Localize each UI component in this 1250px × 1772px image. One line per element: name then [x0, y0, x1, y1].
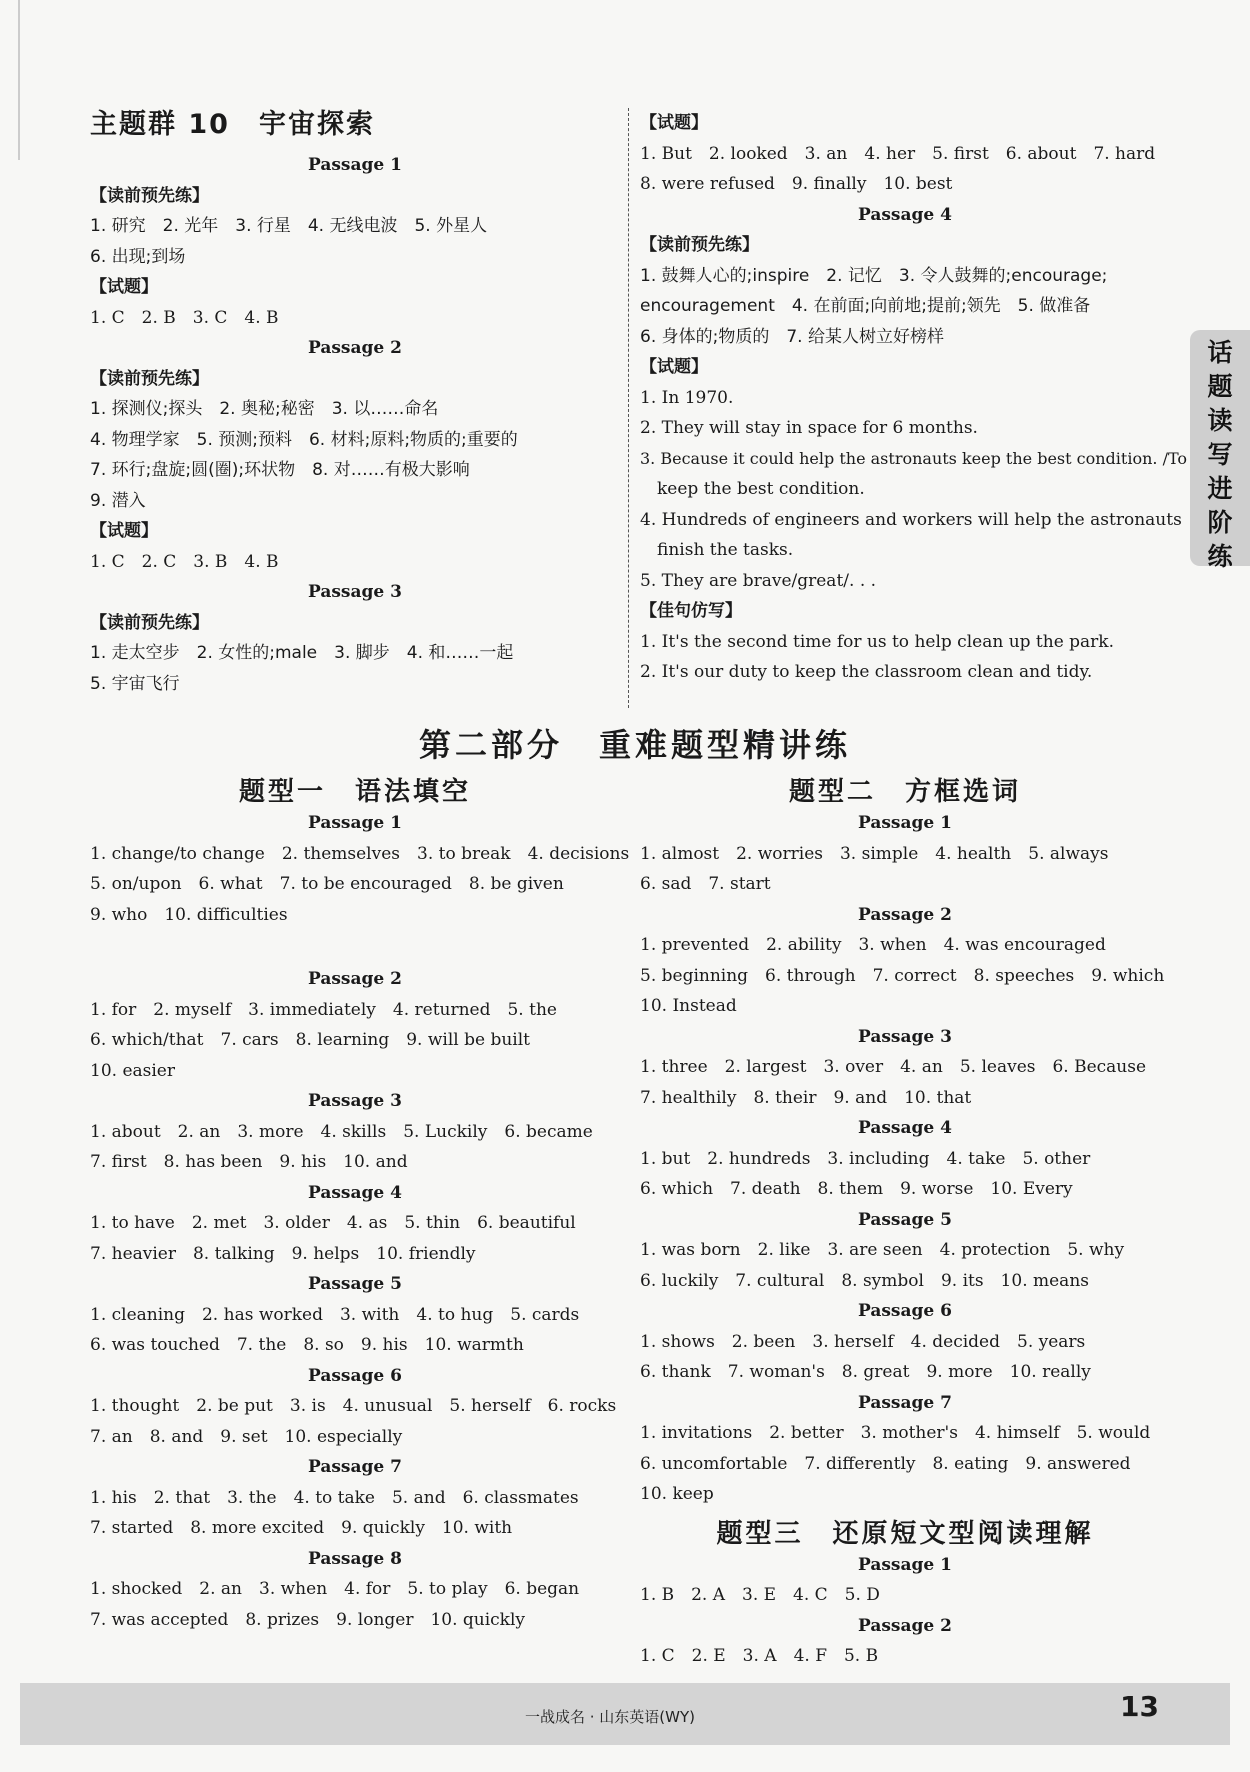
passage-title: Passage 2 [308, 338, 402, 358]
passage-title: Passage 5 [858, 1209, 952, 1230]
answer-line: 7. first 8. has been 9. his 10. and [90, 1152, 408, 1172]
passage-title: Passage 1 [308, 155, 402, 175]
section-label: 【试题】 [90, 521, 158, 541]
answer-line: 4. Hundreds of engineers and workers will help the astronauts [640, 509, 1182, 530]
answer-line: 4. 物理学家 5. 预测;预料 6. 材料;原料;物质的;重要的 [90, 429, 518, 450]
answer-line: 6. which/that 7. cars 8. learning 9. will be built [90, 1030, 531, 1050]
passage-title: Passage 1 [858, 1554, 952, 1575]
answer-line: 1. about 2. an 3. more 4. skills 5. Luckily 6. became [90, 1121, 593, 1142]
passage-title: Passage 2 [858, 1615, 952, 1636]
answer-line: 2. It's our duty to keep the classroom clean and tidy. [640, 662, 1093, 682]
answer-line: 1. for 2. myself 3. immediately 4. returned 5. the [90, 999, 557, 1020]
passage-title: Passage 3 [308, 1091, 402, 1111]
top-left-column [90, 100, 620, 699]
answer-line: 1. cleaning 2. has worked 3. with 4. to hug 5. cards [90, 1304, 580, 1325]
answer-line: 9. who 10. difficulties [90, 904, 288, 925]
section-title: 题型三 还原短文型阅读理解 [716, 1518, 1094, 1549]
answer-line: 6. thank 7. woman's 8. great 9. more 10. really [640, 1362, 1091, 1382]
passage-title: Passage 1 [308, 813, 402, 833]
answer-line: 10. Instead [640, 996, 737, 1016]
answer-line: 1. C 2. B 3. C 4. B [90, 307, 279, 328]
answer-line: 1. C 2. E 3. A 4. F 5. B [640, 1646, 879, 1666]
answer-line: 6. which 7. death 8. them 9. worse 10. Every [640, 1179, 1073, 1199]
answer-line: 1. invitations 2. better 3. mother's 4. himself 5. would [640, 1423, 1151, 1443]
answer-line: 5. beginning 6. through 7. correct 8. speeches 9. which [640, 965, 1165, 986]
answer-line: 1. thought 2. be put 3. is 4. unusual 5. herself 6. rocks [90, 1396, 617, 1416]
answer-line: 6. 出现;到场 [90, 246, 186, 267]
answer-line: 1. In 1970. [640, 387, 734, 408]
passage-title: Passage 6 [858, 1301, 952, 1321]
answer-line: 6. sad 7. start [640, 874, 771, 894]
passage-title: Passage 2 [858, 904, 952, 925]
passage-title: Passage 3 [308, 582, 402, 602]
top-right-column [640, 108, 1188, 688]
section-label: 【读前预先练】 [90, 612, 209, 633]
answer-line: 1. 研究 2. 光年 3. 行星 4. 无线电波 5. 外星人 [90, 216, 488, 236]
passage-title: Passage 3 [858, 1026, 952, 1047]
passage-title: Passage 4 [858, 1118, 952, 1138]
answer-line: 1. but 2. hundreds 3. including 4. take 5. other [640, 1148, 1091, 1169]
section-title: 题型二 方框选词 [788, 777, 1021, 807]
answer-line: 6. luckily 7. cultural 8. symbol 9. its 10. means [640, 1270, 1089, 1291]
section-label: 【读前预先练】 [90, 368, 209, 389]
passage-title: Passage 1 [858, 813, 952, 833]
answer-line: 7. an 8. and 9. set 10. especially [90, 1426, 403, 1447]
answer-line: 9. 潜入 [90, 490, 146, 511]
answer-line: 1. his 2. that 3. the 4. to take 5. and 6. classmates [90, 1487, 579, 1508]
answer-line: 7. was accepted 8. prizes 9. longer 10. quickly [90, 1609, 526, 1630]
answer-line: 1. shows 2. been 3. herself 4. decided 5. years [640, 1331, 1086, 1352]
side-tab [1190, 330, 1250, 571]
section-label: 【试题】 [90, 277, 158, 297]
passage-title: Passage 8 [308, 1548, 402, 1569]
answer-line: 6. 身体的;物质的 7. 给某人树立好榜样 [640, 326, 944, 347]
section-label: 【佳句仿写】 [640, 601, 742, 621]
answer-line: keep the best condition. [640, 479, 865, 499]
answer-line: 1. 探测仪;探头 2. 奥秘;秘密 3. 以……命名 [90, 399, 439, 419]
answer-line: 2. They will stay in space for 6 months. [640, 418, 978, 438]
answer-line: 3. Because it could help the astronauts keep the best condition. /To [640, 448, 1188, 468]
passage-title: Passage 5 [308, 1274, 402, 1294]
answer-line: 5. on/upon 6. what 7. to be encouraged 8. be given [90, 874, 564, 894]
section-label: 【试题】 [640, 113, 708, 133]
answer-line: 1. was born 2. like 3. are seen 4. protection 5. why [640, 1240, 1125, 1260]
answer-line: 1. change/to change 2. themselves 3. to break 4. decisions [90, 843, 630, 864]
passage-title: Passage 4 [858, 204, 952, 225]
answer-line: 1. But 2. looked 3. an 4. her 5. first 6. about 7. hard [640, 143, 1156, 164]
answer-line: 5. 宇宙飞行 [90, 673, 180, 694]
answer-line: 5. They are brave/great/. . . [640, 570, 877, 591]
section-label: 【读前预先练】 [90, 185, 209, 206]
part-title: 第二部分 重难题型精讲练 [418, 726, 851, 764]
column-divider [628, 108, 629, 708]
answer-line: 1. almost 2. worries 3. simple 4. health 5. always [640, 843, 1109, 864]
answer-line: 1. B 2. A 3. E 4. C 5. D [640, 1585, 880, 1605]
passage-title: Passage 2 [308, 969, 402, 989]
section-title: 题型一 语法填空 [238, 777, 471, 807]
group-title: 主题群 10 宇宙探索 [90, 109, 375, 140]
answer-line: finish the tasks. [640, 540, 794, 560]
page-edge-rule [18, 0, 20, 160]
bottom-right-column [640, 770, 1170, 1672]
answer-line: 1. It's the second time for us to help clean up the park. [640, 631, 1115, 652]
answer-line: 7. started 8. more excited 9. quickly 10. with [90, 1518, 513, 1538]
answer-line: 6. was touched 7. the 8. so 9. his 10. warmth [90, 1335, 524, 1355]
passage-title: Passage 7 [308, 1457, 402, 1477]
section-label: 【试题】 [640, 357, 708, 377]
page-number: 13 [1120, 1690, 1159, 1723]
answer-line: 1. C 2. C 3. B 4. B [90, 551, 279, 572]
answer-line: 7. 环行;盘旋;圆(圈);环状物 8. 对……有极大影响 [90, 460, 470, 480]
answer-line: 7. healthily 8. their 9. and 10. that [640, 1087, 972, 1108]
answer-line: 1. prevented 2. ability 3. when 4. was encouraged [640, 935, 1106, 955]
answer-line: encouragement 4. 在前面;向前地;提前;领先 5. 做准备 [640, 296, 1091, 316]
passage-title: Passage 4 [308, 1182, 402, 1203]
answer-line: 1. shocked 2. an 3. when 4. for 5. to play 6. began [90, 1579, 580, 1599]
bottom-left-column [90, 770, 630, 1635]
answer-line: 10. easier [90, 1060, 175, 1081]
answer-line: 1. 走太空步 2. 女性的;male 3. 脚步 4. 和……一起 [90, 643, 514, 663]
answer-line: 1. to have 2. met 3. older 4. as 5. thin 6. beautiful [90, 1213, 576, 1233]
passage-title: Passage 6 [308, 1365, 402, 1386]
answer-line: 8. were refused 9. finally 10. best [640, 174, 953, 194]
section-label: 【读前预先练】 [640, 235, 759, 255]
passage-title: Passage 7 [858, 1392, 952, 1413]
answer-line: 1. 鼓舞人心的;inspire 2. 记忆 3. 令人鼓舞的;encourage; [640, 265, 1108, 286]
footer-brand: 一战成名 · 山东英语(WY) [525, 1708, 696, 1726]
answer-line: 10. keep [640, 1484, 714, 1504]
answer-line: 7. heavier 8. talking 9. helps 10. friendly [90, 1243, 476, 1264]
answer-line: 6. uncomfortable 7. differently 8. eating 9. answered [640, 1453, 1131, 1474]
answer-line: 1. three 2. largest 3. over 4. an 5. leaves 6. Because [640, 1057, 1147, 1077]
side-tab-label: 话题读写进阶练 [1207, 338, 1233, 571]
